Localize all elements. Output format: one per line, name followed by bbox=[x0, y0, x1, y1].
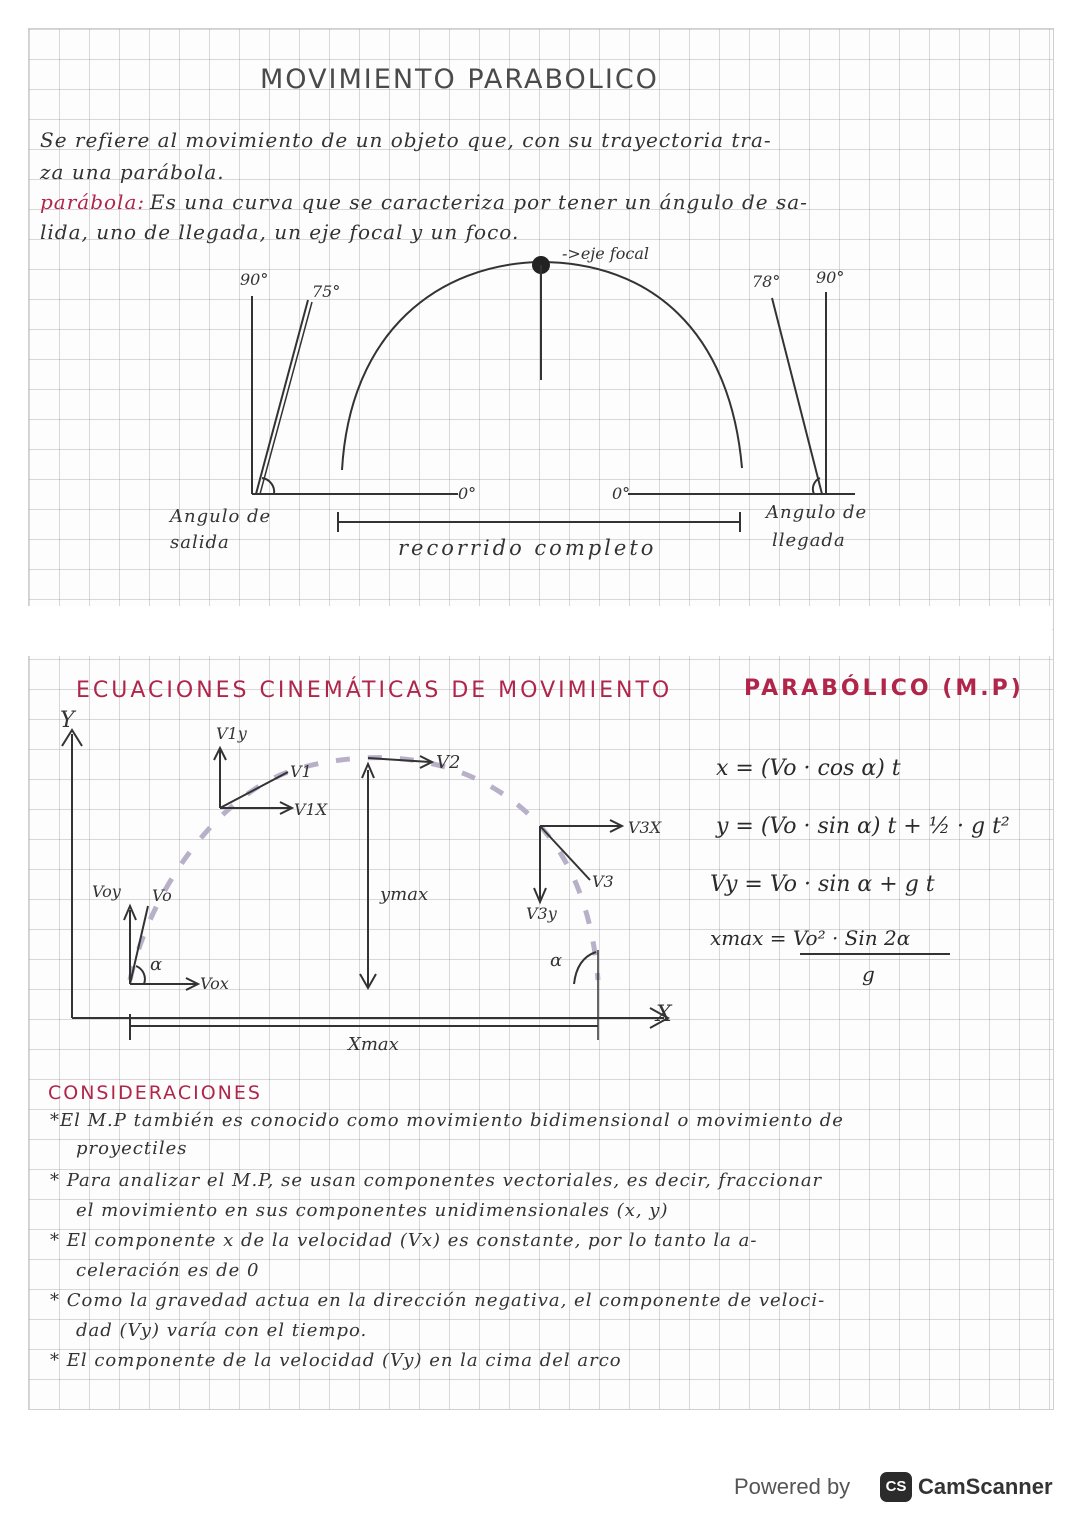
label-90-right: 90° bbox=[816, 268, 845, 287]
angulo-llegada-label-1: Angulo de bbox=[766, 502, 868, 523]
camscanner-brand: CamScanner bbox=[918, 1474, 1053, 1499]
v1-label: V1 bbox=[290, 762, 312, 781]
page-title: MOVIMIENTO PARABOLICO bbox=[260, 64, 659, 95]
ymax-label: ymax bbox=[380, 884, 429, 905]
intro-term: parábola: bbox=[40, 190, 146, 214]
voy-label: Voy bbox=[92, 882, 121, 901]
consideration-line-9: * El componente de la velocidad (Vy) en la cima del arco bbox=[50, 1350, 622, 1371]
vo-label: Vo bbox=[152, 886, 172, 905]
eje-focal-label: ->eje focal bbox=[562, 244, 649, 263]
intro-line-2: za una parábola. bbox=[40, 160, 225, 184]
v1-vector bbox=[220, 772, 288, 808]
vo-vector bbox=[130, 906, 148, 984]
v1y-label: V1y bbox=[216, 724, 247, 743]
equation-xmax: xmax = Vo² · Sin 2α bbox=[710, 926, 911, 950]
label-78: 78° bbox=[752, 272, 781, 291]
v1x-label: V1X bbox=[294, 800, 328, 819]
recorrido-label: recorrido completo bbox=[398, 536, 657, 560]
vox-label: Vox bbox=[200, 974, 229, 993]
equation-y: y = (Vo · sin α) t + ½ · g t² bbox=[716, 814, 1010, 839]
v3y-label: V3y bbox=[526, 904, 557, 923]
v3-vector bbox=[540, 826, 590, 880]
consideration-line-8: dad (Vy) varía con el tiempo. bbox=[76, 1320, 368, 1341]
y-axis-label: Y bbox=[60, 708, 75, 733]
intro-line-1: Se refiere al movimiento de un objeto que, con su trayectoria tra- bbox=[40, 128, 772, 152]
consideration-line-3: * Para analizar el M.P, se usan componentes vectoriales, es decir, fraccionar bbox=[50, 1170, 823, 1191]
label-90-left: 90° bbox=[240, 270, 269, 289]
angulo-salida-label-1: Angulo de bbox=[170, 506, 272, 527]
consideration-line-1: *El M.P también es conocido como movimiento bidimensional o movimiento de bbox=[50, 1110, 844, 1131]
consideration-line-7: * Como la gravedad actua en la dirección negativa, el componente de veloci- bbox=[50, 1290, 826, 1311]
intro-line-3: Es una curva que se caracteriza por tener un ángulo de sa- bbox=[150, 190, 808, 214]
intro-line-4: lida, uno de llegada, un eje focal y un foco. bbox=[40, 220, 520, 244]
section-2-title-b: PARABÓLICO (M.P) bbox=[744, 676, 1024, 701]
consideration-line-6: celeración es de 0 bbox=[76, 1260, 260, 1281]
powered-by-text: Powered by bbox=[734, 1474, 851, 1499]
camscanner-footer bbox=[734, 1466, 1064, 1512]
camscanner-logo-icon: CS bbox=[880, 1472, 912, 1502]
x-axis-label: X bbox=[656, 1002, 672, 1027]
equation-x: x = (Vo · cos α) t bbox=[716, 756, 901, 781]
section-2-title: ECUACIONES CINEMÁTICAS DE MOVIMIENTO bbox=[76, 678, 673, 703]
equation-vy: Vy = Vo · sin α + g t bbox=[710, 872, 935, 897]
consideration-line-2: proyectiles bbox=[76, 1138, 188, 1159]
alpha-label: α bbox=[150, 954, 163, 975]
consideration-line-4: el movimiento en sus componentes unidimensionales (x, y) bbox=[76, 1200, 669, 1221]
considerations-heading: CONSIDERACIONES bbox=[48, 1082, 262, 1104]
angulo-llegada-label-2: llegada bbox=[772, 530, 846, 551]
v3-label: V3 bbox=[592, 872, 614, 891]
v3x-label: V3X bbox=[628, 818, 662, 837]
trajectory bbox=[130, 758, 598, 980]
xmax-label: Xmax bbox=[348, 1034, 399, 1055]
angulo-salida-label-2: salida bbox=[170, 532, 230, 553]
v2-label: V2 bbox=[436, 752, 461, 773]
label-75: 75° bbox=[312, 282, 341, 301]
equation-xmax-denominator: g bbox=[862, 962, 875, 986]
consideration-line-5: * El componente x de la velocidad (Vx) es constante, por lo tanto la a- bbox=[50, 1230, 758, 1251]
label-0-right: 0° bbox=[612, 484, 631, 503]
label-0-left: 0° bbox=[458, 484, 477, 503]
alpha-end-label: α bbox=[550, 950, 563, 971]
